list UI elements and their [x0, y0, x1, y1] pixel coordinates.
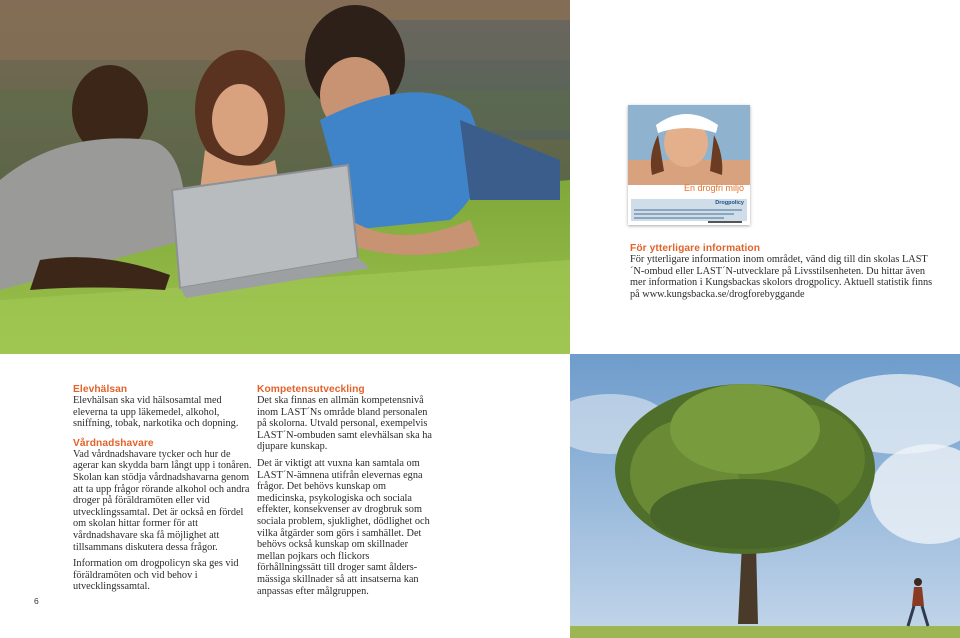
- vardnadshavare-text: Vad vårdnadshavare tycker och hur de agerar kan skydda barn långt upp i tonåren. Skolan kan stödja vårdnadshavarna genom att ta upp frågor rörande alkohol och andra droger på föräldramöten eller vid utvecklingssamtal. Det är också en fördel om skolan hittar former för att vårdnadshavare ska få möjlighet att tillsammans diskutera dessa frågor.: [73, 448, 252, 553]
- elevhalsan-heading: Elevhälsan: [73, 384, 128, 395]
- further-information-section: [630, 243, 940, 300]
- text-column-middle: [257, 384, 432, 597]
- brochure-text-line: [634, 209, 742, 211]
- elevhalsan-text: Elevhälsan ska vid hälsosamtal med eleverna ta upp läkemedel, alkohol, sniffning, tobak, narkotika och dopning.: [73, 395, 239, 430]
- vardnadshavare-text-2: Information om drogpolicyn ska ges vid föräldramöten och vid behov i utvecklingssamtal.: [73, 558, 239, 593]
- kompetensutveckling-heading: Kompetensutveckling: [257, 384, 365, 395]
- tree-photo: [570, 354, 960, 638]
- kompetensutveckling-text-2: Det är viktigt att vuxna kan samtala om LAST´N-ämnena utifrån elevernas egna frågor. Det behövs kunskap om medicinska, psykologiska och sociala effekter, konsekvenser av drogbruk som sociala problem, sjuklighet, dödlighet och vilka åtgärder som görs i samhället. Det behövs också kunskap om skillnader mellan pojkars och flickors förhållningssätt till droger samt åldersmässiga skillnader så att insatserna kan anpassas efter målgruppen.: [257, 457, 430, 597]
- page-number: 6: [34, 596, 39, 606]
- brochure-subtitle: Drogpolicy: [715, 200, 744, 206]
- text-column-left: [73, 384, 253, 593]
- brochure-title: En drogfri miljö: [683, 183, 744, 193]
- brochure-logo-line: [708, 221, 742, 223]
- brochure-cover-photo: [628, 105, 750, 185]
- further-information-text: För ytterligare information inom området, vänd dig till din skolas LAST´N-ombud eller LAST´N-utvecklare på Livsstilsenheten. Du hittar även mer information i Kungsbackas skolors drogpolicy. Aktuell statistik finns på www.kungsbacka.se/drogforebyggande: [630, 254, 933, 300]
- kompetensutveckling-text: Det ska finnas en allmän kompetensnivå inom LAST´Ns område bland personalen på skolorna. Utvald personal, exempelvis LAST´N-ombuden samt elevhälsan ska ha djupare kunskap.: [257, 395, 433, 453]
- vardnadshavare-heading: Vårdnadshavare: [73, 437, 154, 449]
- brochure-text-line: [634, 217, 724, 219]
- further-information-heading: För ytterligare information: [630, 243, 761, 254]
- students-laptop-photo: [0, 0, 570, 354]
- brochure-text-line: [634, 213, 734, 215]
- drogpolicy-brochure-thumbnail: [628, 105, 750, 225]
